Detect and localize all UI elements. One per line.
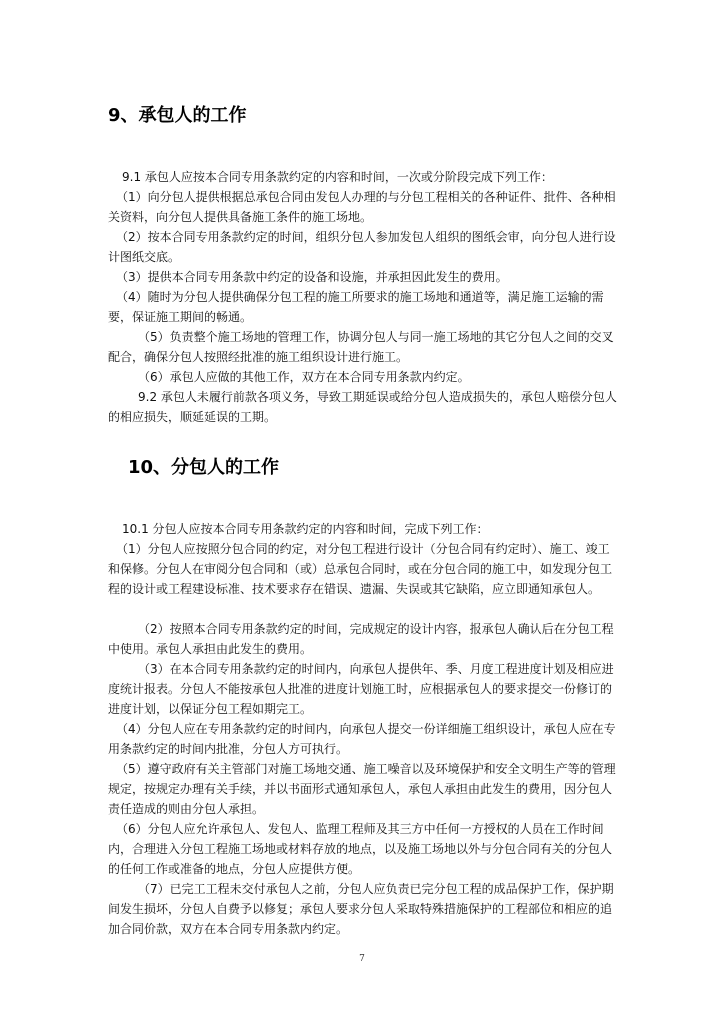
paragraph-10-1-2: （2）按照本合同专用条款约定的时间，完成规定的设计内容，报承包人确认后在分包工程中使用。承包人承担由此发生的费用。 [108,622,614,656]
paragraph-10-1: 10.1 分包人应按本合同专用条款约定的内容和时间，完成下列工作： [122,522,489,536]
paragraph-10-1-3: （3）在本合同专用条款约定的时间内，向承包人提供年、季、月度工程进度计划及相应进度统计报表。分包人不能按承包人批准的进度计划施工时，应根据承包人的要求提交一份修订的进度计划，以保证分包工程如期完工。 [108,662,614,716]
paragraph-9-1-4: （4）随时为分包人提供确保分包工程的施工所要求的施工场地和通道等，满足施工运输的需要，保证施工期间的畅通。 [108,290,604,324]
paragraph-10-1-7: （7）已完工工程未交付承包人之前，分包人应负责已完分包工程的成品保护工作，保护期间发生损坏，分包人自费予以修复；承包人要求分包人采取特殊措施保护的工程部位和相应的追加合同价款，双方在本合同专用条款内约定。 [108,882,614,936]
paragraph-10-1-6: （6）分包人应允许承包人、发包人、监理工程师及其三方中任何一方授权的人员在工作时间内，合理进入分包工程施工场地或材料存放的地点，以及施工场地以外与分包合同有关的分包人的任何工作或准备的地点，分包人应提供方便。 [108,822,613,876]
section-10-heading: 10、分包人的工作 [128,457,280,478]
paragraph-9-2: 9.2 承包人未履行前款各项义务，导致工期延误或给分包人造成损失的，承包人赔偿分包人的相应损失，顺延延误的工期。 [108,390,617,424]
paragraph-9-1-2: （2）按本合同专用条款约定的时间，组织分包人参加发包人组织的图纸会审，向分包人进行设计图纸交底。 [108,230,616,264]
paragraph-10-1-4: （4）分包人应在专用条款约定的时间内，向承包人提交一份详细施工组织设计，承包人应在专用条款约定的时间内批准，分包人方可执行。 [108,722,616,756]
paragraph-9-1-5: （5）负责整个施工场地的管理工作，协调分包人与同一施工场地的其它分包人之间的交叉配合，确保分包人按照经批准的施工组织设计进行施工。 [108,330,614,364]
paragraph-9-1: 9.1 承包人应按本合同专用条款约定的内容和时间，一次或分阶段完成下列工作： [122,170,553,184]
paragraph-10-1-5: （5）遵守政府有关主管部门对施工场地交通、施工噪音以及环境保护和安全文明生产等的管理规定，按规定办理有关手续，并以书面形式通知承包人，承包人承担由此发生的费用，因分包人责任造成的则由分包人承担。 [108,762,616,816]
paragraph-10-1-1: （1）分包人应按照分包合同的约定，对分包工程进行设计（分包合同有约定时）、施工、竣工和保修。分包人在审阅分包合同和（或）总承包合同时，或在分包合同的施工中，如发现分包工程的设计或工程建设标准、技术要求存在错误、遗漏、失误或其它缺陷，应立即通知承包人。 [108,542,613,596]
paragraph-9-1-3: （3）提供本合同专用条款中约定的设备和设施，并承担因此发生的费用。 [116,270,508,284]
paragraph-9-1-6: （6）承包人应做的其他工作，双方在本合同专用条款内约定。 [138,370,470,384]
section-9-heading: 9、承包人的工作 [108,105,247,126]
paragraph-9-1-1: （1）向分包人提供根据总承包合同由发包人办理的与分包工程相关的各种证件、批件、各种相关资料，向分包人提供具备施工条件的施工场地。 [108,190,616,224]
page-number: 7 [359,954,365,964]
